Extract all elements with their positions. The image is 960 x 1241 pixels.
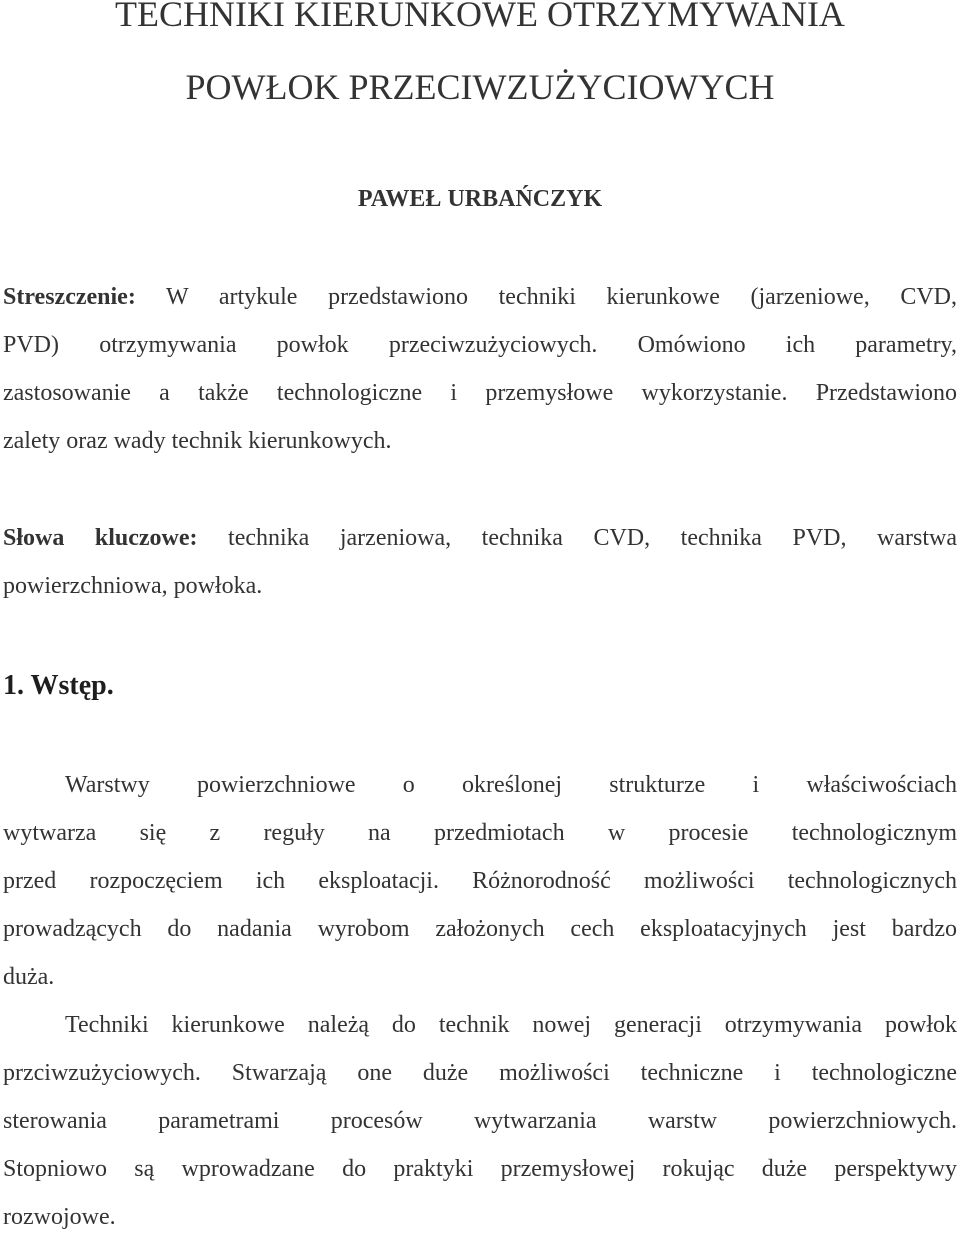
title-line-1: TECHNIKI KIERUNKOWE OTRZYMYWANIA [115, 0, 845, 34]
paragraph [3, 1001, 957, 1241]
paragraph [3, 761, 957, 1001]
abstract-line [3, 273, 957, 321]
keywords-text: technika jarzeniowa, technika CVD, technika PVD, warstwa [197, 525, 957, 551]
abstract-line: PVD) otrzymywania powłok przeciwzużyciowych. Omówiono ich parametry, [3, 332, 957, 358]
paragraph-line: duża. [3, 964, 55, 990]
paragraph-line: Techniki kierunkowe należą do technik nowej generacji otrzymywania powłok [65, 1012, 957, 1038]
paragraph-line: sterowania parametrami procesów wytwarzania warstw powierzchniowych. [3, 1108, 957, 1134]
title-line-2: POWŁOK PRZECIWZUŻYCIOWYCH [185, 67, 775, 107]
paragraph-line: wytwarza się z reguły na przedmiotach w procesie technologicznym [3, 820, 957, 846]
abstract-label: Streszczenie: [3, 284, 136, 310]
abstract-line: zastosowanie a także technologiczne i przemysłowe wykorzystanie. Przedstawiono [3, 380, 957, 406]
paragraph-line: rozwojowe. [3, 1204, 116, 1230]
keywords-label: Słowa kluczowe: [3, 525, 198, 551]
paragraph-line: Stopniowo są wprowadzane do praktyki przemysłowej rokując duże perspektywy [3, 1156, 957, 1182]
keywords-line: powierzchniowa, powłoka. [3, 573, 263, 599]
intro-body [3, 761, 957, 1241]
paragraph-line: Warstwy powierzchniowe o określonej strukturze i właściwościach [65, 772, 957, 798]
author-name: PAWEŁ URBAŃCZYK [357, 186, 603, 212]
section-heading: 1. Wstęp. [3, 670, 114, 701]
abstract [3, 273, 957, 465]
abstract-text: W artykule przedstawiono techniki kierunkowe (jarzeniowe, CVD, [135, 284, 957, 310]
paragraph-line: przciwzużyciowych. Stwarzają one duże możliwości techniczne i technologiczne [3, 1060, 957, 1086]
abstract-line: zalety oraz wady technik kierunkowych. [3, 428, 392, 454]
paragraph-line: przed rozpoczęciem ich eksploatacji. Różnorodność możliwości technologicznych [3, 868, 957, 894]
keywords-line [3, 514, 957, 562]
keywords [3, 514, 957, 610]
paragraph-line: prowadzących do nadania wyrobom założonych cech eksploatacyjnych jest bardzo [3, 916, 957, 942]
